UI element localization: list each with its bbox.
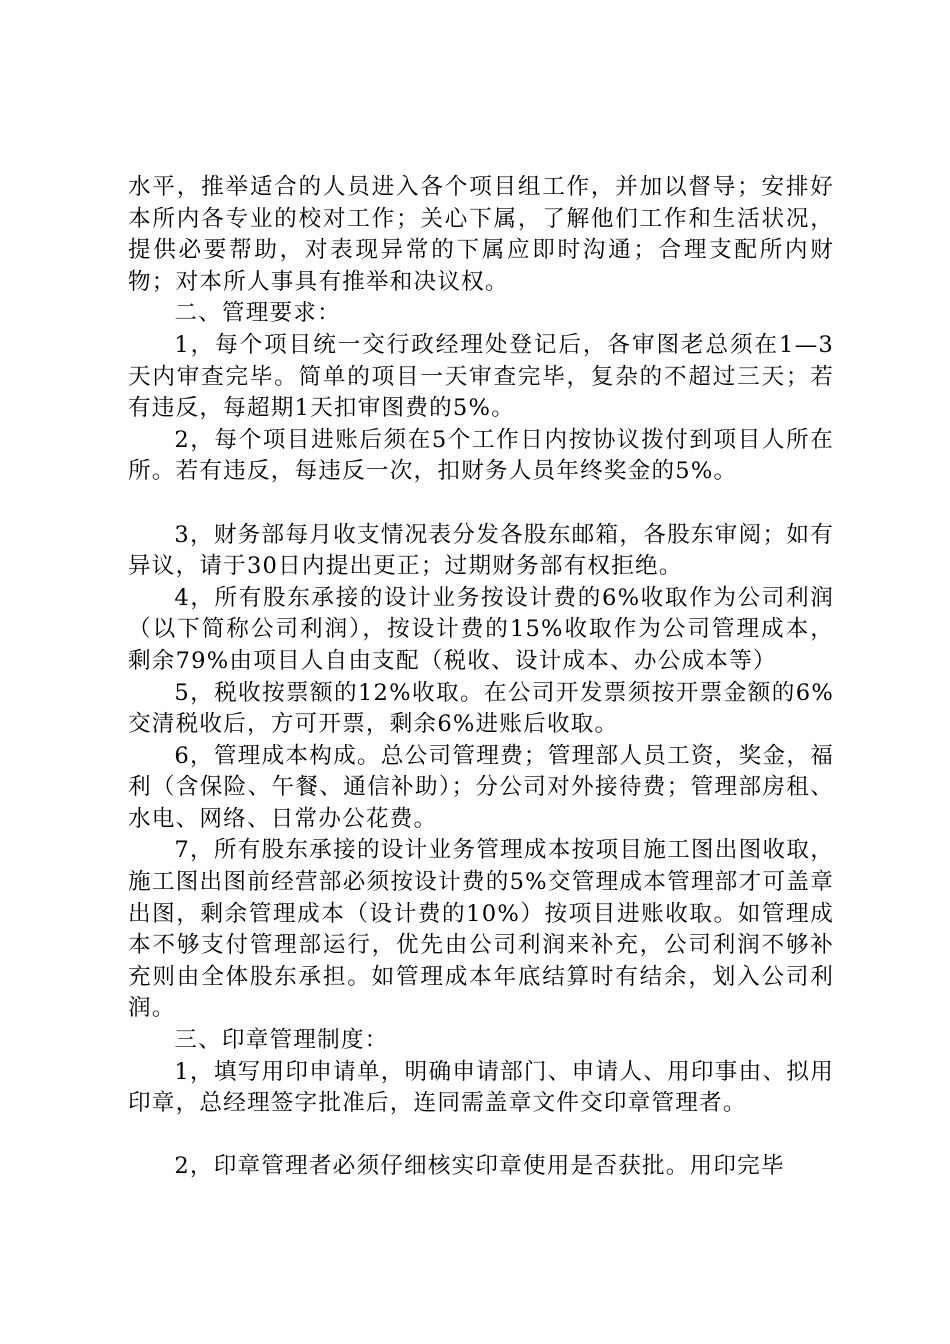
list-item-review-deadline: 1，每个项目统一交行政经理处登记后，各审图老总须在1—3天内审查完毕。简单的项目一天审查完毕，复杂的不超过三天；若有违反，每超期1天扣审图费的5%。 — [128, 331, 834, 422]
section-heading-seal-management: 三、印章管理制度： — [174, 1027, 389, 1054]
list-item-tax-collection: 5，税收按票额的12%收取。在公司开发票须按开票金额的6%交清税收后，方可开票，剩余6%进账后收取。 — [128, 679, 834, 738]
list-item-payment-allocation: 2，每个项目进账后须在5个工作日内按协议拨付到项目人所在所。若有违反，每违反一次，扣财务人员年终奖金的5%。 — [128, 426, 834, 485]
list-item-financial-report: 3，财务部每月收支情况表分发各股东邮箱，各股东审阅；如有异议，请于30日内提出更正；过期财务部有权拒绝。 — [128, 521, 834, 580]
list-item-profit-share: 4，所有股东承接的设计业务按设计费的6%收取作为公司利润（以下简称公司利润），按设计费的15%收取作为公司管理成本，剩余79%由项目人自由支配（税收、设计成本、办公成本等） — [128, 584, 834, 674]
list-item-seal-application: 1，填写用印申请单，明确申请部门、申请人、用印事由、拟用印章，总经理签字批准后，连同需盖章文件交印章管理者。 — [128, 1058, 834, 1117]
list-item-management-cost: 6，管理成本构成。总公司管理费；管理部人员工资，奖金，福利（含保险、午餐、通信补助）；分公司对外接待费；管理部房租、水电、网络、日常办公花费。 — [128, 742, 834, 832]
document-body — [128, 172, 834, 1183]
list-item-seal-verification: 2，印章管理者必须仔细核实印章使用是否获批。用印完毕 — [174, 1153, 785, 1180]
section-heading-management-requirements: 二、管理要求： — [174, 300, 341, 327]
paragraph-duties-continued: 水平，推举适合的人员进入各个项目组工作，并加以督导；安排好本所内各专业的校对工作；关心下属，了解他们工作和生活状况，提供必要帮助，对表现异常的下属应即时沟通；合理支配所内财物；对本所人事具有推举和决议权。 — [128, 174, 834, 295]
list-item-cost-collection: 7，所有股东承接的设计业务管理成本按项目施工图出图收取，施工图出图前经营部必须按设计费的5%交管理成本管理部才可盖章出图，剩余管理成本（设计费的10%）按项目进账收取。如管理成本不够支付管理部运行，优先由公司利润来补充，公司利润不够补充则由全体股东承担。如管理成本年底结算时有结余，划入公司利润。 — [128, 837, 834, 1022]
